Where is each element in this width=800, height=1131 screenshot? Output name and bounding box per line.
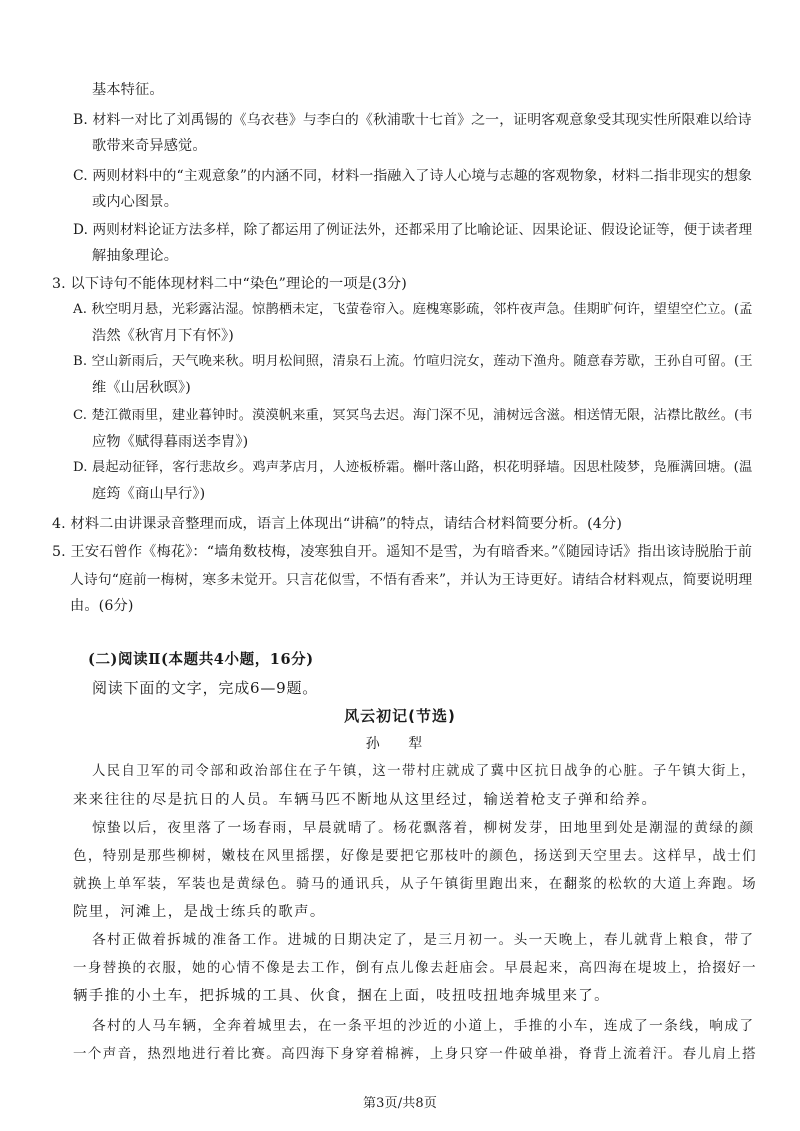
q3-stem: 3. 以下诗句不能体现材料二中“染色”理论的一项是(3分) [52,276,407,292]
q3-option-a-line1: A. 秋空明月悬，光彩露沾湿。惊鹊栖未定，飞萤卷帘入。庭槐寒影疏，邻杵夜声急。佳期旷何许，望望空伫立。(孟 [73,302,753,317]
paragraph-3-line3: 辆手推的小土车，把拆城的工具、伙食，捆在上面，吱扭吱扭地奔城里来了。 [73,988,610,1004]
q3-option-c-line2: 应物《赋得暮雨送李胄》) [92,434,249,450]
q2-option-c-line2: 或内心图景。 [92,194,179,210]
q2-option-b-line1: B. 材料一对比了刘禹锡的《乌衣巷》与李白的《秋浦歌十七首》之一，证明客观意象受其现实性所限难以给诗 [73,112,752,128]
q2-stem-tail: 基本特征。 [92,82,164,98]
paragraph-3-line2: 一身替换的衣服，她的心情不像是去工作，倒有点儿像去赶庙会。早晨起来，高四海在堤坡上，拾掇好一 [73,960,757,976]
paragraph-2-line4: 院里，河滩上，是战士练兵的歌声。 [73,904,326,920]
page-number: 第3页/共8页 [363,1096,437,1111]
q5-stem-line2: 人诗句“庭前一梅树，寒多未觉开。只言花似雪，不悟有香来”，并认为王诗更好。请结合材料观点，简要说明理 [70,572,753,588]
q5-stem-line1: 5. 王安石曾作《梅花》：“墙角数枝梅，凌寒独自开。遥知不是雪，为有暗香来。”《随园诗话》指出该诗脱胎于前 [52,544,753,560]
section-heading: (二)阅读Ⅱ(本题共4小题，16分) [88,651,314,668]
q3-option-a-line2: 浩然《秋宵月下有怀》) [92,328,234,344]
paragraph-1-line1: 人民自卫军的司令部和政治部住在子午镇，这一带村庄就成了冀中区抗日战争的心脏。子午镇大街上， [92,764,757,779]
q5-stem-line3: 由。(6分) [70,598,134,614]
paragraph-2-line1: 惊蛰以后，夜里落了一场春雨，早晨就晴了。杨花飘落着，柳树发芽，田地里到处是潮湿的黄绿的颜 [92,820,755,836]
q4-stem: 4. 材料二由讲课录音整理而成，语言上体现出“讲稿”的特点，请结合材料简要分析。(4分) [52,516,623,532]
q2-option-d-line1: D. 两则材料论证方法多样，除了都运用了例证法外，还都采用了比喻论证、因果论证、假设论证等，便于读者理 [73,222,753,238]
article-title: 风云初记(节选) [344,707,456,725]
section-instruction: 阅读下面的文字，完成6—9题。 [92,679,319,697]
paragraph-4-line2: 一个声音，热烈地进行着比赛。高四海下身穿着棉裤，上身只穿一件破单褂，脊背上流着汗。春儿肩上搭 [73,1046,757,1062]
article-author: 孙 犁 [365,736,435,752]
paragraph-3-line1: 各村正做着拆城的准备工作。进城的日期决定了，是三月初一。头一天晚上，春儿就背上粮食，带了 [92,932,755,948]
q3-option-b-line1: B. 空山新雨后，天气晚来秋。明月松间照，清泉石上流。竹喧归浣女，莲动下渔舟。随意春芳歇，王孙自可留。(王 [73,354,753,369]
q3-option-b-line2: 维《山居秋暝》) [92,380,191,396]
q2-option-b-line2: 歌带来奇异感觉。 [92,138,207,154]
paragraph-1-line2: 来来往往的尽是抗日的人员。车辆马匹不断地从这里经过，输送着枪支子弹和给养。 [73,792,658,808]
paragraph-2-line3: 就换上单军装，军装也是黄绿色。骑马的通讯兵，从子午镇街里跑出来，在翻浆的松软的大道上奔跑。场 [73,876,757,892]
paragraph-2-line2: 色，特别是那些柳树，嫩枝在风里摇摆，好像是要把它那枝叶的颜色，扬送到天空里去。这样早，战士们 [73,848,757,864]
q2-option-c-line1: C. 两则材料中的“主观意象”的内涵不同，材料一指融入了诗人心境与志趣的客观物象，材料二指非现实的想象 [73,168,753,184]
q3-option-c-line1: C. 楚江微雨里，建业暮钟时。漠漠帆来重，冥冥鸟去迟。海门深不见，浦树远含滋。相送情无限，沾襟比散丝。(韦 [73,408,753,423]
q3-option-d-line2: 庭筠《商山早行》) [92,486,206,502]
q3-option-d-line1: D. 晨起动征铎，客行悲故乡。鸡声茅店月，人迹板桥霜。槲叶落山路，枳花明驿墙。因思杜陵梦，凫雁满回塘。(温 [73,460,753,475]
q2-option-d-line2: 解抽象理论。 [92,248,179,264]
paragraph-4-line1: 各村的人马车辆，全奔着城里去，在一条平坦的沙近的小道上，手推的小车，连成了一条线，响成了 [92,1018,755,1034]
